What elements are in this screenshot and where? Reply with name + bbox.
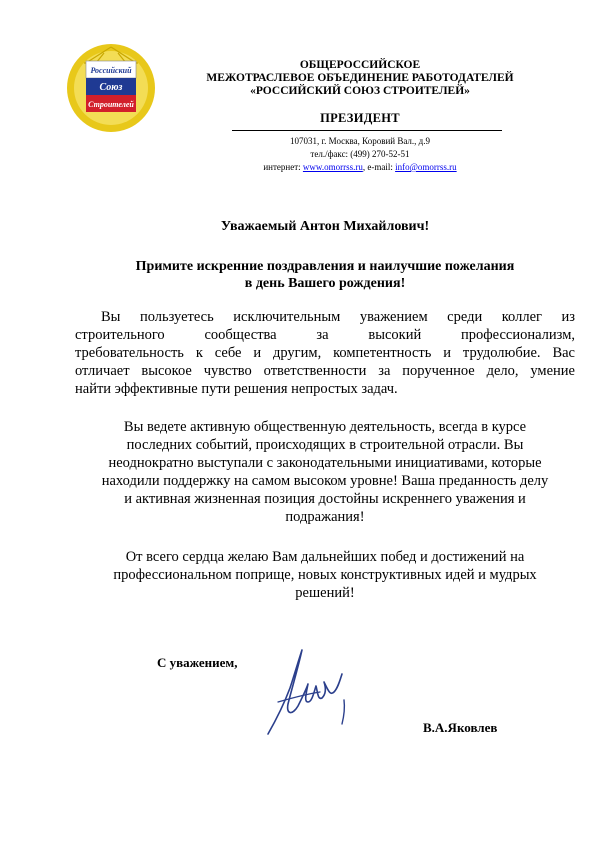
paragraph-line: подражания! bbox=[285, 509, 365, 525]
paragraph-line: отличает высокое чувство ответственности за порученное дело, умение bbox=[75, 363, 575, 379]
email-label: , e-mail: bbox=[362, 162, 396, 172]
closing-regards: С уважением, bbox=[157, 655, 238, 670]
paragraph-line: строительного сообщества за высокий профессионализм, bbox=[75, 327, 575, 343]
wish-line2: в день Вашего рождения! bbox=[244, 276, 406, 291]
paragraph-line: и активная жизненная позиция достойны искреннего уважения и bbox=[124, 491, 526, 507]
handwritten-signature bbox=[262, 642, 362, 742]
paragraph-line: решений! bbox=[295, 585, 355, 601]
web-label: интернет: bbox=[263, 162, 303, 172]
address-line: 107031, г. Москва, Коровий Вал., д.9 bbox=[289, 136, 430, 146]
org-name-line1: ОБЩЕРОССИЙСКОЕ bbox=[299, 59, 421, 71]
header-divider bbox=[232, 130, 502, 131]
paragraph-1 bbox=[75, 308, 575, 398]
website-link[interactable]: www.omorrss.ru bbox=[302, 162, 363, 172]
salutation: Уважаемый Антон Михайлович! bbox=[220, 219, 430, 234]
organization-logo bbox=[66, 43, 156, 133]
paragraph-line: последних событий, происходящих в строительной отрасли. Вы bbox=[126, 437, 524, 453]
paragraph-line: Вы ведете активную общественную деятельность, всегда в курсе bbox=[123, 419, 527, 435]
paragraph-line: От всего сердца желаю Вам дальнейших побед и достижений на bbox=[125, 549, 525, 565]
org-name-line2: МЕЖОТРАСЛЕВОЕ ОБЪЕДИНЕНИЕ РАБОТОДАТЕЛЕЙ bbox=[206, 72, 514, 84]
org-name-line3: «РОССИЙСКИЙ СОЮЗ СТРОИТЕЛЕЙ» bbox=[250, 85, 470, 97]
paragraph-3 bbox=[75, 548, 575, 602]
paragraph-line: профессиональном поприще, новых конструктивных идей и мудрых bbox=[113, 567, 537, 583]
logo-line1: Российский bbox=[90, 66, 132, 75]
paragraph-line: требовательность к себе и другим, компетентность и трудолюбие. Вас bbox=[75, 345, 575, 361]
email-link[interactable]: info@omorrss.ru bbox=[395, 162, 457, 172]
president-title: ПРЕЗИДЕНТ bbox=[320, 111, 400, 125]
paragraph-line: найти эффективные пути решения непростых задач. bbox=[75, 381, 398, 397]
signer-name: В.А.Яковлев bbox=[423, 720, 498, 735]
phone-line: тел./факс: (499) 270-52-51 bbox=[310, 149, 410, 159]
logo-line3: Строителей bbox=[88, 100, 134, 109]
wish-line1: Примите искренние поздравления и наилучшие пожелания bbox=[135, 259, 515, 274]
web-email-line bbox=[160, 161, 560, 173]
paragraph-line: Вы пользуетесь исключительным уважением среди коллег из bbox=[101, 309, 575, 325]
paragraph-line: неоднократно выступали с законодательными инициативами, которые bbox=[108, 455, 542, 471]
paragraph-line: находили поддержку на самом высоком уровне! Ваша преданность делу bbox=[101, 473, 549, 489]
logo-line2: Союз bbox=[99, 82, 123, 93]
paragraph-2 bbox=[75, 418, 575, 526]
